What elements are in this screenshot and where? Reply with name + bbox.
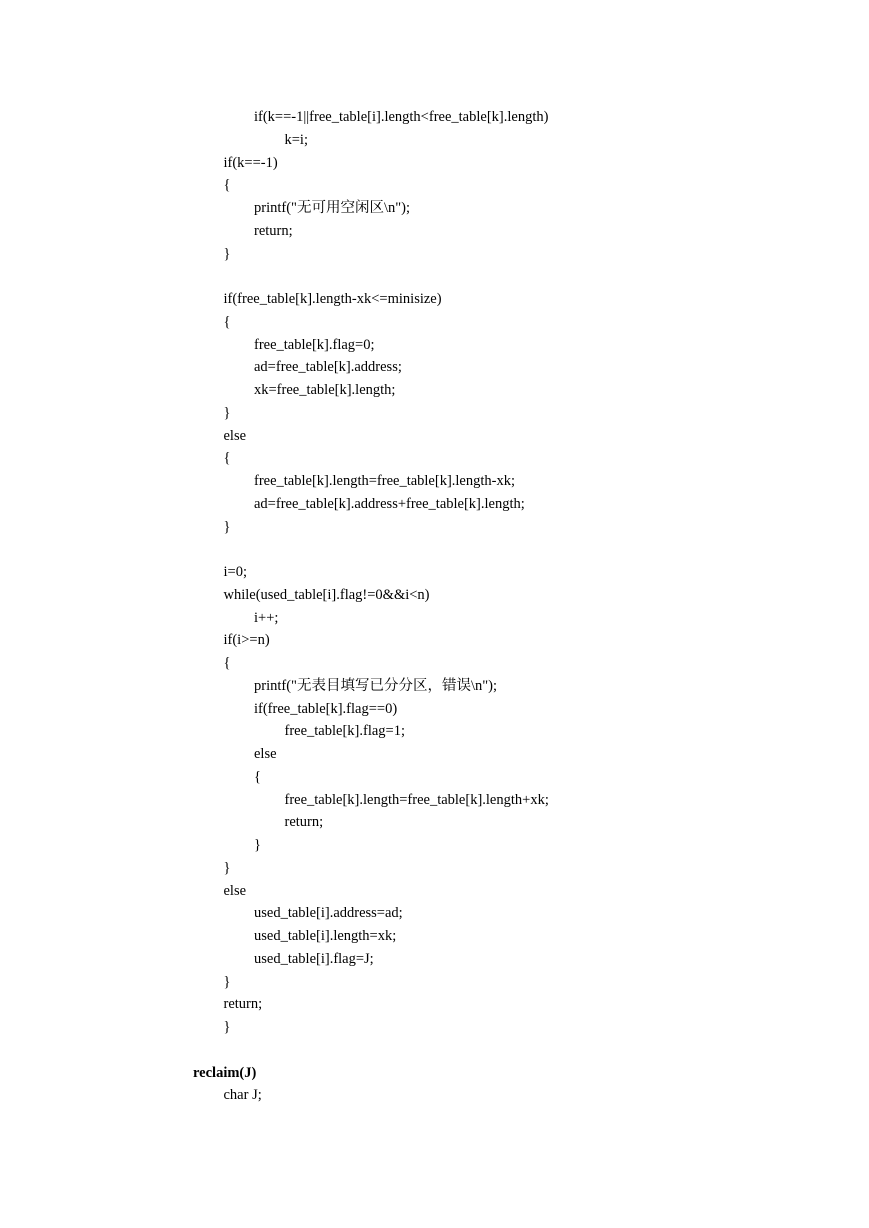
code-line: i++; [254,609,279,626]
code-line: } [223,404,231,421]
code-line: { [223,450,231,467]
code-line: ad=free_table[k].address+free_table[k].length; [254,495,525,512]
code-line: free_table[k].length=free_table[k].length-xk; [254,473,515,489]
code-line: xk=free_table[k].length; [254,382,396,398]
code-line: } [223,518,231,535]
code-line: k=i; [284,131,308,148]
code-line: used_table[i].flag=J; [254,950,374,967]
code-line: if(k==-1) [223,154,278,171]
code-line: char J; [223,1087,262,1104]
code-line: } [223,1019,231,1035]
code-line: { [223,177,231,194]
code-line: used_table[i].length=xk; [254,928,397,944]
code-line: { [223,655,231,671]
code-line: } [254,837,261,853]
code-line: { [254,768,261,785]
code-line: else [223,882,247,899]
code-line: if(i>=n) [223,632,270,649]
code-line: { [223,313,231,330]
code-line: return; [254,222,293,239]
code-line: if(free_table[k].flag==0) [254,700,398,717]
code-line: while(used_table[i].flag!=0&&i<n) [223,586,430,603]
code-line: } [223,245,231,262]
code-line: free_table[k].length=free_table[k].length+xk; [284,791,549,808]
code-line: return; [223,996,263,1013]
code-line: } [223,859,231,876]
code-line: printf("无表目填写已分分区，错误\n"); [254,677,498,694]
code-line: free_table[k].flag=1; [284,723,405,740]
code-line: i=0; [223,564,247,580]
code-line: else [254,746,277,762]
code-line: return; [284,814,324,831]
code-line: free_table[k].flag=0; [254,336,375,353]
code-line: used_table[i].address=ad; [254,905,403,922]
code-line: else [223,427,247,444]
code-line: } [223,973,231,990]
code-line: if(k==-1||free_table[i].length<free_table[k].length) [254,109,549,125]
code-line: if(free_table[k].length-xk<=minisize) [223,291,442,307]
function-signature: reclaim(J) [193,1064,257,1081]
code-line: printf("无可用空闲区\n"); [254,200,411,216]
code-line: ad=free_table[k].address; [254,359,402,376]
